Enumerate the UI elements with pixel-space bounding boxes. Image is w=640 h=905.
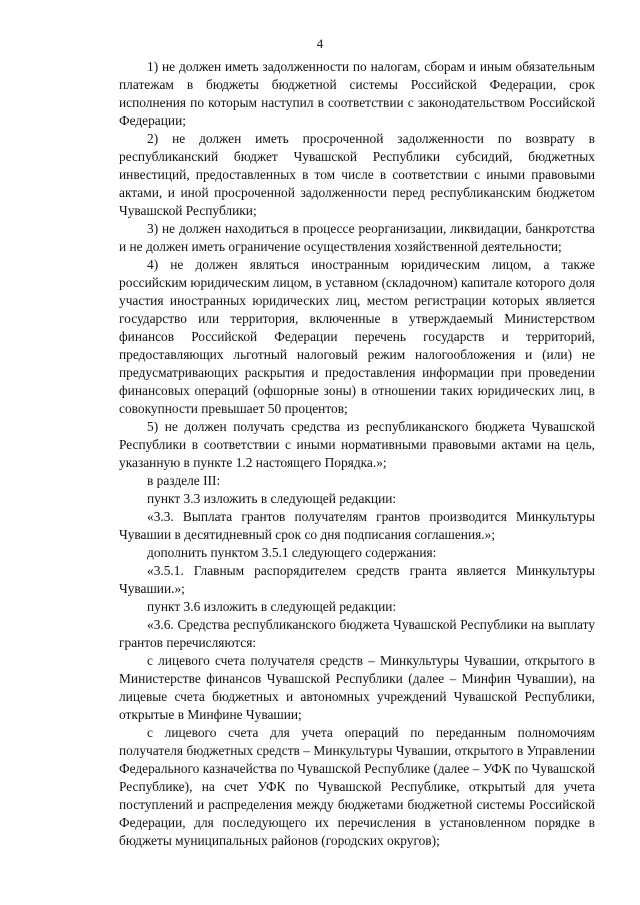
- paragraph: «3.5.1. Главным распорядителем средств гранта является Минкультуры Чувашии.»;: [119, 563, 595, 596]
- page-number: 4: [316, 36, 324, 51]
- document-body: [119, 58, 595, 850]
- paragraph: «3.3. Выплата грантов получателям грантов производится Минкультуры Чувашии в десятидневный срок со дня подписания соглашения.»;: [119, 509, 595, 542]
- paragraph: 1) не должен иметь задолженности по налогам, сборам и иным обязательным платежам в бюджеты бюджетной системы Российской Федерации, срок исполнения по которым наступил в соответствии с законодательством Российской Федерации;: [119, 59, 595, 128]
- paragraph: 5) не должен получать средства из республиканского бюджета Чувашской Республики в соответствии с иными нормативными правовыми актами на цель, указанную в пункте 1.2 настоящего Порядка.»;: [119, 419, 595, 470]
- paragraph: 2) не должен иметь просроченной задолженности по возврату в республиканский бюджет Чувашской Республики субсидий, бюджетных инвестиций, предоставленных в том числе в соответствии с иными правовыми актами, и иной просроченной задолженности перед республиканским бюджетом Чувашской Республики;: [119, 131, 595, 218]
- paragraph: пункт 3.6 изложить в следующей редакции:: [147, 599, 397, 614]
- paragraph: 3) не должен находиться в процессе реорганизации, ликвидации, банкротства и не должен иметь ограничение осуществления хозяйственной деятельности;: [119, 221, 595, 254]
- paragraph: 4) не должен являться иностранным юридическим лицом, а также российским юридическим лицом, в уставном (складочном) капитале которого доля участия иностранных юридических лиц, местом регистрации которых является государство или территория, включенные в утверждаемый Министерством финансов Российской Федерации перечень государств и территорий, предоставляющих льготный налоговый режим налогообложения и (или) не предусматривающих раскрытия и предоставления информации при проведении финансовых операций (офшорные зоны) в отношении таких юридических лиц, в совокупности превышает 50 процентов;: [119, 257, 595, 416]
- paragraph: с лицевого счета получателя средств – Минкультуры Чувашии, открытого в Министерстве финансов Чувашской Республики (далее – Минфин Чувашии), на лицевые счета бюджетных и автономных учреждений Чувашской Республики, открытые в Минфине Чувашии;: [119, 653, 595, 722]
- paragraph: пункт 3.3 изложить в следующей редакции:: [147, 491, 397, 506]
- paragraph: «3.6. Средства республиканского бюджета Чувашской Республики на выплату грантов перечисляются:: [119, 617, 595, 650]
- paragraph: с лицевого счета для учета операций по переданным полномочиям получателя бюджетных средств – Минкультуры Чувашии, открытого в Управлении Федерального казначейства по Чувашской Республике (далее – УФК по Чувашской Республике), на счет УФК по Чувашской Республике, открытый для учета поступлений и распределения между бюджетами бюджетной системы Российской Федерации, для последующего их перечисления в установленном порядке в бюджеты муниципальных районов (городских округов);: [119, 725, 595, 848]
- paragraph: дополнить пунктом 3.5.1 следующего содержания:: [147, 545, 437, 560]
- paragraph: в разделе III:: [147, 473, 221, 488]
